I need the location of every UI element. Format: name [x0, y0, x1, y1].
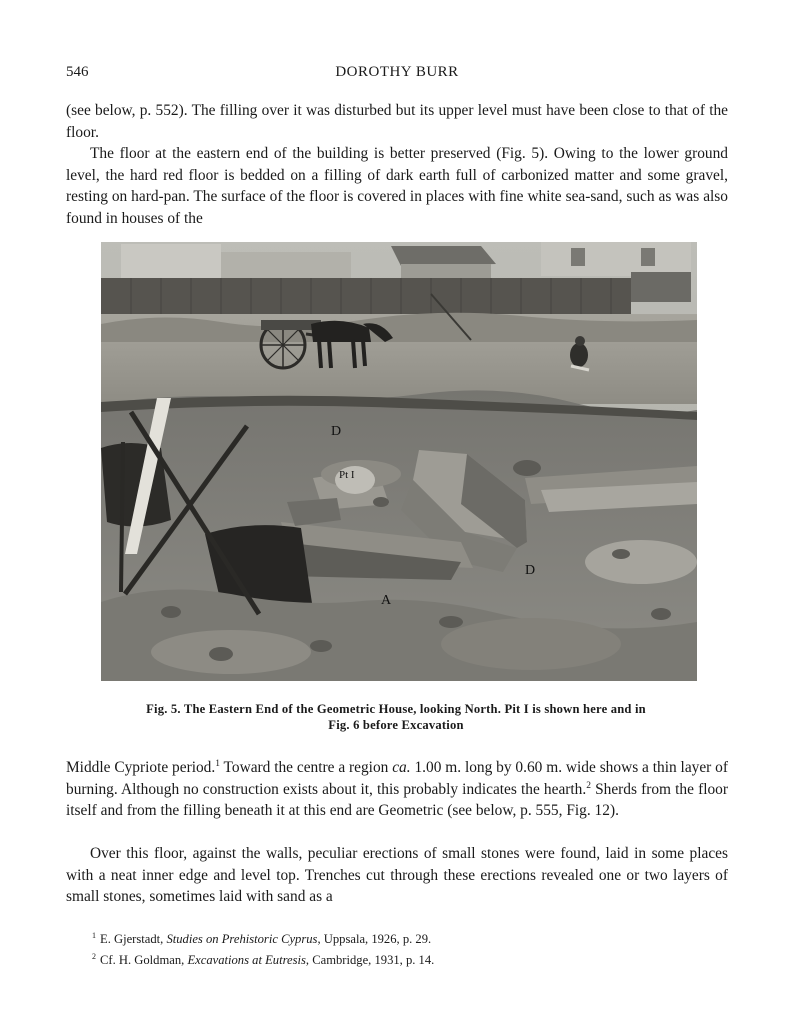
- p3-text-d: Sherds from the floor itself and from the filling beneath it at this end are Geometric (see below, p. 555, Fig. 12).: [66, 780, 728, 819]
- excavation-photograph: [101, 242, 697, 681]
- footnote-1-author: E. Gjerstadt,: [100, 932, 167, 947]
- footnote-1-mark: 1: [92, 931, 96, 940]
- photograph-drawing: [101, 242, 697, 681]
- p3-text-c: 1.00 m. long by 0.60 m. wide shows a thin layer of burning. Although no construction exists about it, this probably indicates the hearth.: [66, 759, 728, 798]
- paragraph-2: The floor at the eastern end of the building is better preserved (Fig. 5). Owing to the lower ground level, the hard red floor is bedded on a filling of dark earth full of carbonized matter and some gravel, resting on hard-pan. The surface of the floor is covered in places with fine white sea-sand, such as was also found in houses of the: [66, 145, 728, 227]
- page-number: 546: [66, 64, 89, 80]
- p3-text-b: Toward the centre a region: [219, 759, 393, 776]
- label-pit: Pt I: [339, 469, 355, 481]
- footnote-2: [92, 948, 732, 969]
- p3-circa: ca.: [392, 759, 411, 776]
- footnote-1-title: Studies on Prehistoric Cyprus: [166, 932, 318, 947]
- footnotes: [92, 927, 732, 969]
- running-title: DOROTHY BURR: [335, 64, 459, 80]
- paragraph-3: [66, 757, 728, 822]
- footnote-1: [92, 927, 732, 948]
- footnote-ref-2: 2: [586, 780, 591, 791]
- footnote-2-mark: 2: [92, 952, 96, 962]
- p3-text-a: Middle Cypriote period.: [66, 759, 216, 776]
- paragraph-1: (see below, p. 552). The filling over it was disturbed but its upper level must have been close to that of the floor.: [66, 102, 728, 141]
- label-d-upper: D: [331, 424, 342, 439]
- wooden-fence: [101, 272, 691, 316]
- footnote-1-details: , Uppsala, 1926, p. 29.: [317, 932, 432, 947]
- figure-caption: [90, 701, 702, 733]
- label-d-lower: D: [525, 563, 536, 578]
- caption-line-2: Fig. 6 before Excavation: [328, 718, 464, 732]
- paragraph-4: Over this floor, against the walls, peculiar erections of small stones were found, laid in some places with a neat inner edge and level top. Trenches cut through these erections revealed one or two layers of small stones, sometimes laid with sand as a: [66, 845, 728, 905]
- running-head: [66, 64, 728, 84]
- footnote-ref-1: 1: [215, 758, 220, 769]
- footnote-2-details: , Cambridge, 1931, p. 14.: [305, 953, 435, 968]
- footnote-2-author: Cf. H. Goldman,: [100, 953, 188, 968]
- label-a: A: [381, 593, 392, 608]
- caption-line-1: Fig. 5. The Eastern End of the Geometric House, looking North. Pit I is shown here and in: [146, 702, 646, 716]
- footnote-2-title: Excavations at Eutresis: [187, 953, 306, 968]
